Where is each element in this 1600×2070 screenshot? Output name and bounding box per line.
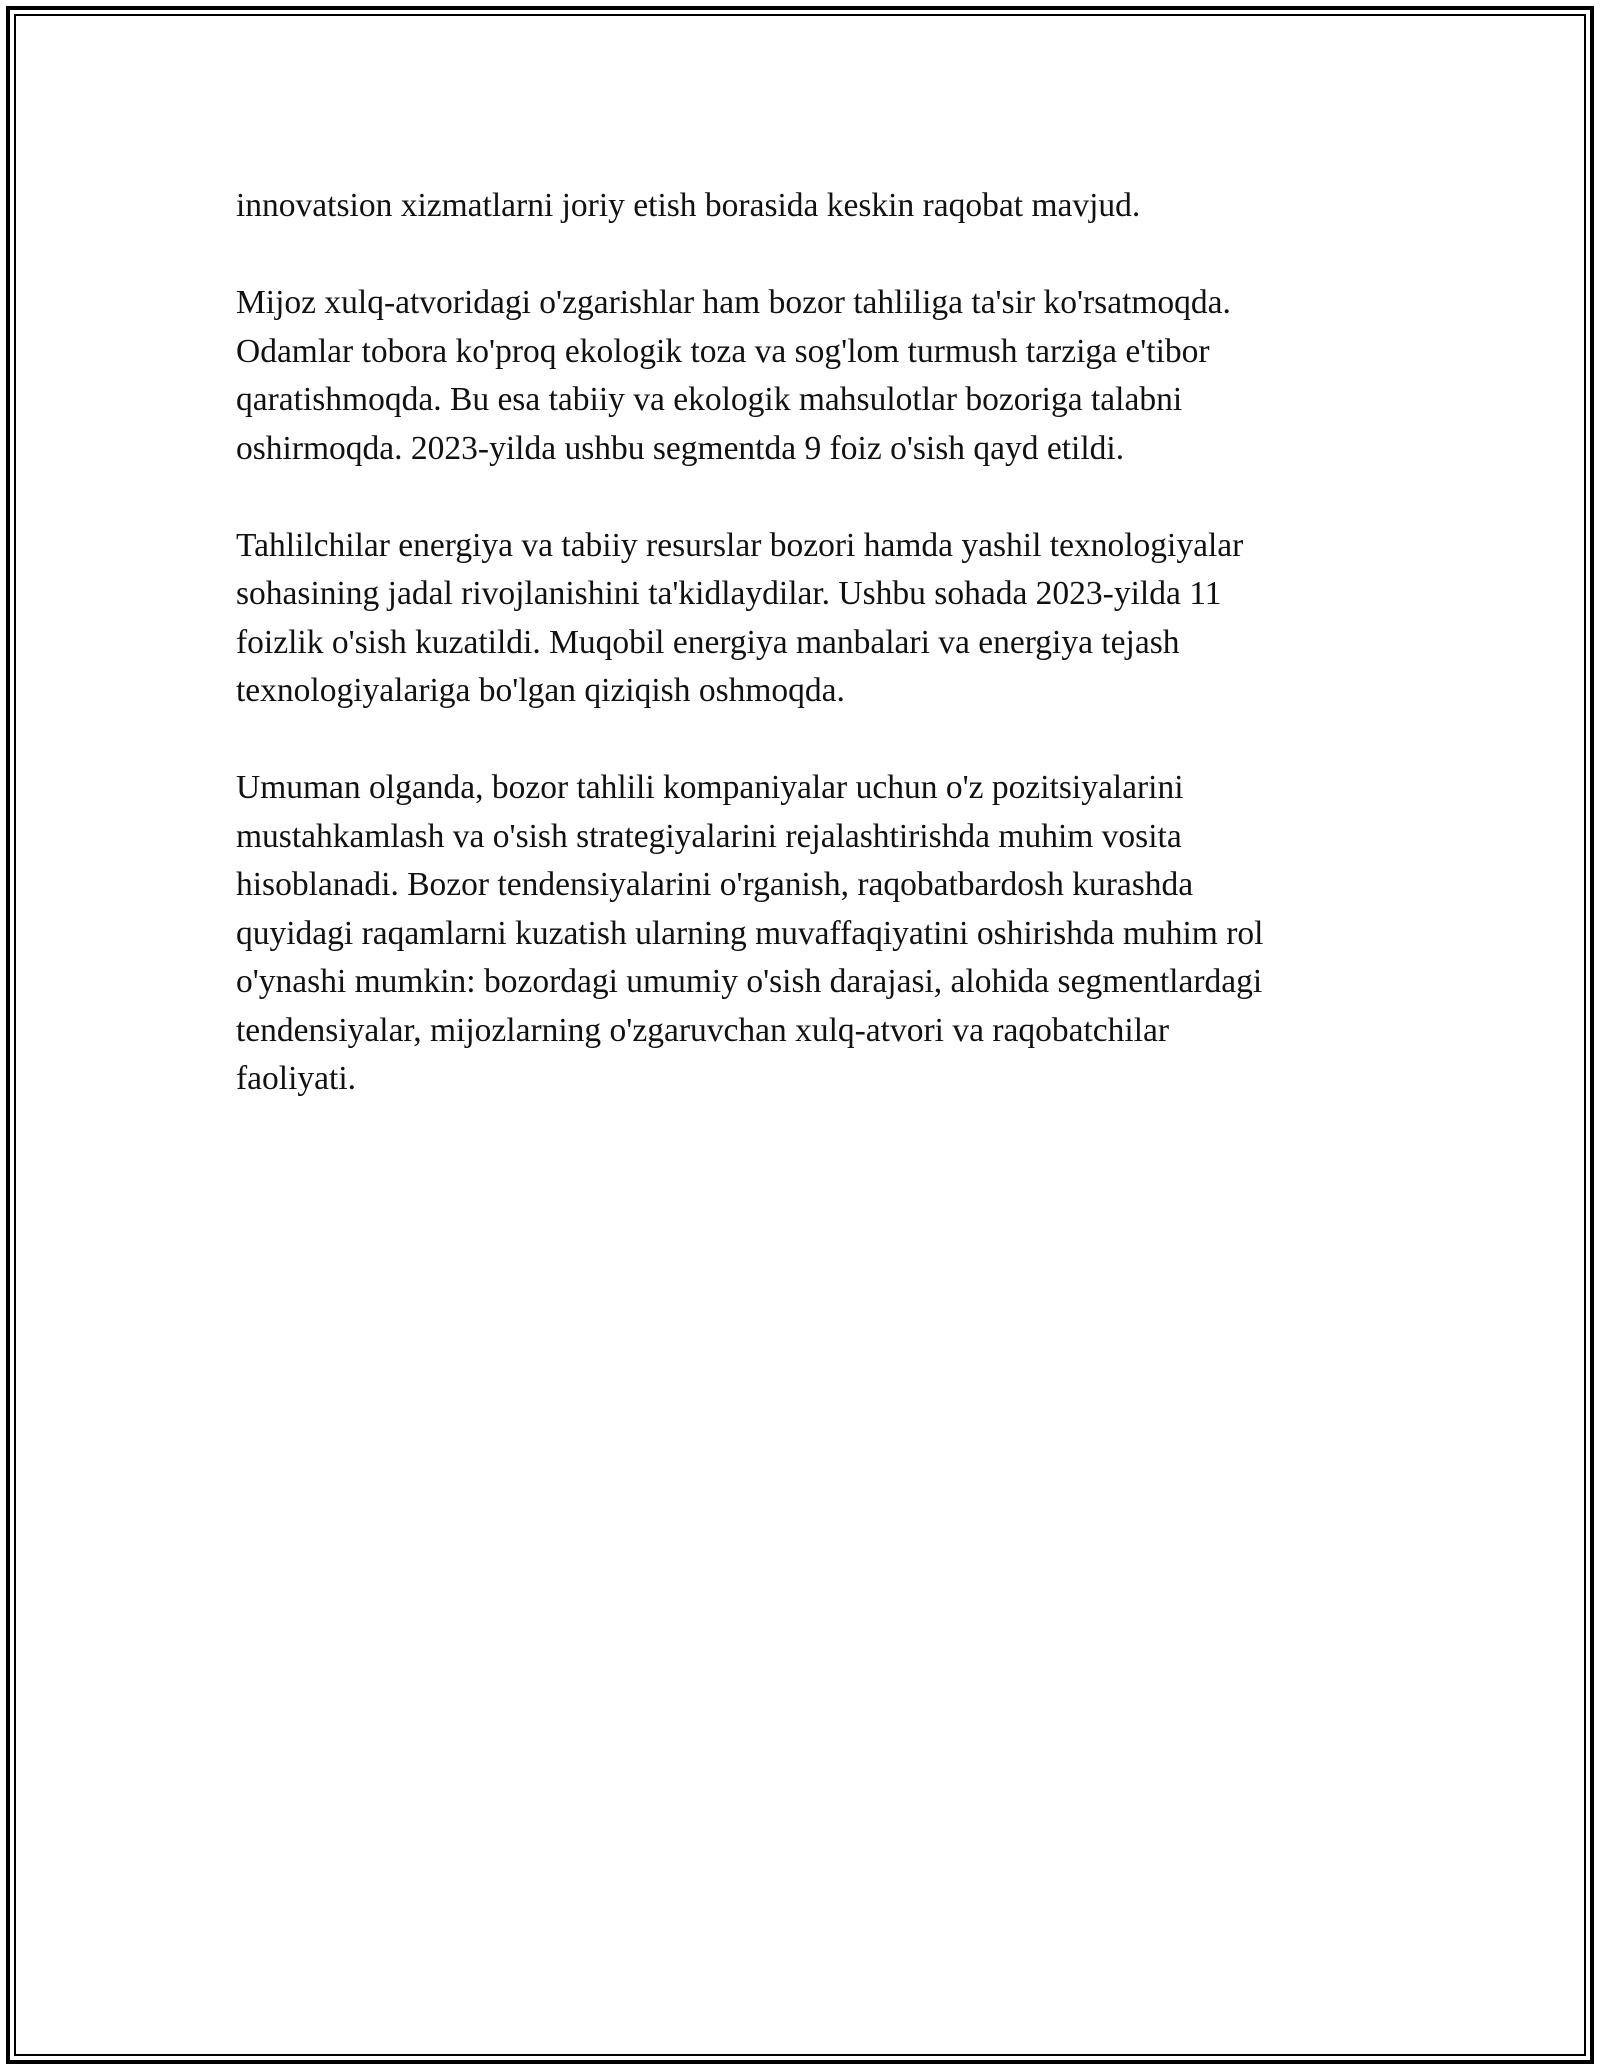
document-body: [236, 182, 1406, 1152]
paragraph-3: Tahlilchilar energiya va tabiiy resurslar bozori hamda yashil texnologiyalar sohasining jadal rivojlanishini ta'kidlaydilar. Ushbu sohada 2023-yilda 11 foizlik o'sish kuzatildi. Muqobil energiya manbalari va energiya tejash texnologiyalariga bo'lgan qiziqish oshmoqda.: [236, 526, 1244, 709]
paragraph-2: Mijoz xulq-atvoridagi o'zgarishlar ham bozor tahliliga ta'sir ko'rsatmoqda. Odamlar tobora ko'proq ekologik toza va sog'lom turmush tarziga e'tibor qaratishmoqda. Bu esa tabiiy va ekologik mahsulotlar bozoriga talabni oshirmoqda. 2023-yilda ushbu segmentda 9 foiz o'sish qayd etildi.: [236, 284, 1231, 467]
paragraph-1: innovatsion xizmatlarni joriy etish borasida keskin raqobat mavjud.: [236, 187, 1141, 224]
paragraph-4: Umuman olganda, bozor tahlili kompaniyalar uchun o'z pozitsiyalarini mustahkamlash va o'sish strategiyalarini rejalashtirishda muhim vosita hisoblanadi. Bozor tendensiyalarini o'rganish, raqobatbardosh kurashda quyidagi raqamlarni kuzatish ularning muvaffaqiyatini oshirishda muhim rol o'ynashi mumkin: bozordagi umumiy o'sish darajasi, alohida segmentlardagi tendensiyalar, mijozlarning o'zgaruvchan xulq-atvori va raqobatchilar faoliyati.: [236, 769, 1264, 1097]
